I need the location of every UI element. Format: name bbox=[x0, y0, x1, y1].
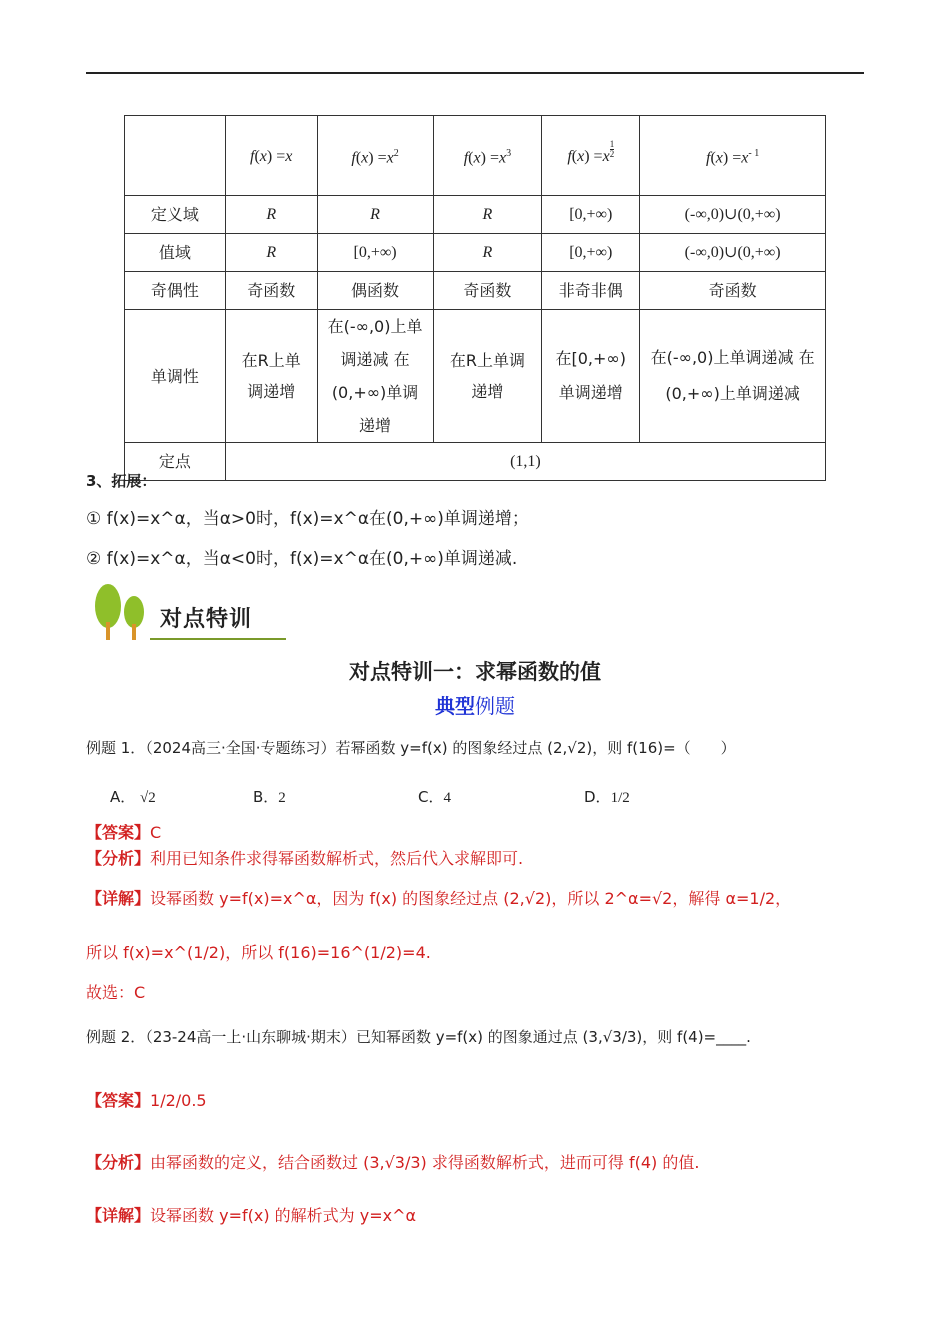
table-cell: [0,+∞) bbox=[542, 196, 640, 234]
table-cell: R bbox=[433, 196, 542, 234]
option-d: D．1/2 bbox=[584, 788, 630, 806]
row-label: 奇偶性 bbox=[125, 272, 226, 310]
table-cell: 在(-∞,0)上单调递减 在(0,+∞)上单调递减 bbox=[640, 310, 826, 443]
table-row-range bbox=[125, 234, 826, 272]
table-cell: R bbox=[433, 234, 542, 272]
table-cell: 在[0,+∞)单调递增 bbox=[542, 310, 640, 443]
example1-answer: 【答案】C bbox=[86, 823, 162, 842]
header-f-sqrt: f(x) =x $^{\frac{1}{2}}$ bbox=[542, 116, 640, 196]
example2-detail: 【详解】设幂函数 y=f(x) 的解析式为 y=x^α bbox=[86, 1206, 417, 1225]
header-rule bbox=[86, 72, 864, 74]
extension-item-1: ① f(x)=x^α，当α>0时，f(x)=x^α在(0,+∞)单调递增； bbox=[86, 509, 529, 529]
table-cell: (1,1) bbox=[225, 443, 825, 481]
example1-detail-1: 【详解】设幂函数 y=f(x)=x^α，因为 f(x) 的图象经过点 (2,√2)，所以 2^α=√2，解得 α=1/2， bbox=[86, 889, 792, 908]
example1-detail-2: 所以 f(x)=x^(1/2)，所以 f(16)=16^(1/2)=4. bbox=[86, 943, 431, 962]
example2-stem: 已知幂函数 y=f(x) 的图象通过点 (3,√3/3)，则 f(4)=____. bbox=[355, 1028, 751, 1046]
example1-question bbox=[86, 737, 736, 758]
header-f-x3: $f(x) =x^3$ bbox=[433, 116, 542, 196]
table-cell: 奇函数 bbox=[433, 272, 542, 310]
table-cell: R bbox=[225, 196, 317, 234]
table-cell: 非奇非偶 bbox=[542, 272, 640, 310]
power-function-table bbox=[124, 115, 826, 481]
example1-choice: 故选：C bbox=[86, 983, 146, 1002]
example2-analysis: 【分析】由幂函数的定义，结合函数过 (3,√3/3) 求得函数解析式，进而可得 f(4) 的值. bbox=[86, 1153, 700, 1172]
table-cell: R bbox=[225, 234, 317, 272]
table-header-row bbox=[125, 116, 826, 196]
extension-title: 3、拓展： bbox=[86, 472, 157, 490]
row-label: 值域 bbox=[125, 234, 226, 272]
header-f-inverse: $f(x) =x^{- 1}$ bbox=[640, 116, 826, 196]
table-cell: 在R上单调递增 bbox=[225, 310, 317, 443]
table-cell: (-∞,0)∪(0,+∞) bbox=[640, 234, 826, 272]
banner-underline bbox=[150, 638, 286, 640]
table-cell: [0,+∞) bbox=[317, 234, 433, 272]
section-subtitle bbox=[0, 690, 950, 719]
example1-stem: 若幂函数 y=f(x) 的图象经过点 (2,√2)，则 f(16)=（ ） bbox=[335, 739, 736, 757]
row-label: 定义域 bbox=[125, 196, 226, 234]
subtitle-thin: 例题 bbox=[475, 694, 515, 718]
table-row-monotonicity bbox=[125, 310, 826, 443]
table-corner-cell bbox=[125, 116, 226, 196]
header-f-x2: $f(x) =x^2$ bbox=[317, 116, 433, 196]
extension-item-2: ② f(x)=x^α，当α<0时，f(x)=x^α在(0,+∞)单调递减. bbox=[86, 549, 518, 569]
section-title: 对点特训一：求幂函数的值 bbox=[349, 660, 601, 684]
example2-question bbox=[86, 1026, 751, 1047]
example2-answer: 【答案】1/2/0.5 bbox=[86, 1091, 207, 1110]
example1-source: （2024高三·全国·专题练习） bbox=[145, 739, 336, 757]
table-cell: [0,+∞) bbox=[542, 234, 640, 272]
subtitle-bold: 典型 bbox=[435, 694, 475, 718]
example1-analysis: 【分析】利用已知条件求得幂函数解析式，然后代入求解即可. bbox=[86, 849, 524, 868]
option-b: B．2 bbox=[253, 788, 286, 806]
table-row-parity bbox=[125, 272, 826, 310]
header-f-x: f(x) =x bbox=[225, 116, 317, 196]
table-cell: 奇函数 bbox=[640, 272, 826, 310]
example2-source: （23-24高一上·山东聊城·期末） bbox=[145, 1028, 356, 1046]
table-row-fixed-point bbox=[125, 443, 826, 481]
row-label: 定点 bbox=[125, 443, 226, 481]
option-a: A． √2 bbox=[110, 788, 156, 806]
table-cell: 在R上单调递增 bbox=[433, 310, 542, 443]
example1-label: 例题 1． bbox=[86, 739, 146, 757]
table-cell: 在(-∞,0)上单调递减 在(0,+∞)单调递增 bbox=[317, 310, 433, 443]
table-cell: R bbox=[317, 196, 433, 234]
option-c: C．4 bbox=[418, 788, 451, 806]
table-row-domain bbox=[125, 196, 826, 234]
example2-label: 例题 2． bbox=[86, 1028, 146, 1046]
table-cell: 偶函数 bbox=[317, 272, 433, 310]
row-label: 单调性 bbox=[125, 310, 226, 443]
table-cell: (-∞,0)∪(0,+∞) bbox=[640, 196, 826, 234]
banner-title: 对点特训 bbox=[160, 607, 253, 632]
table-cell: 奇函数 bbox=[225, 272, 317, 310]
